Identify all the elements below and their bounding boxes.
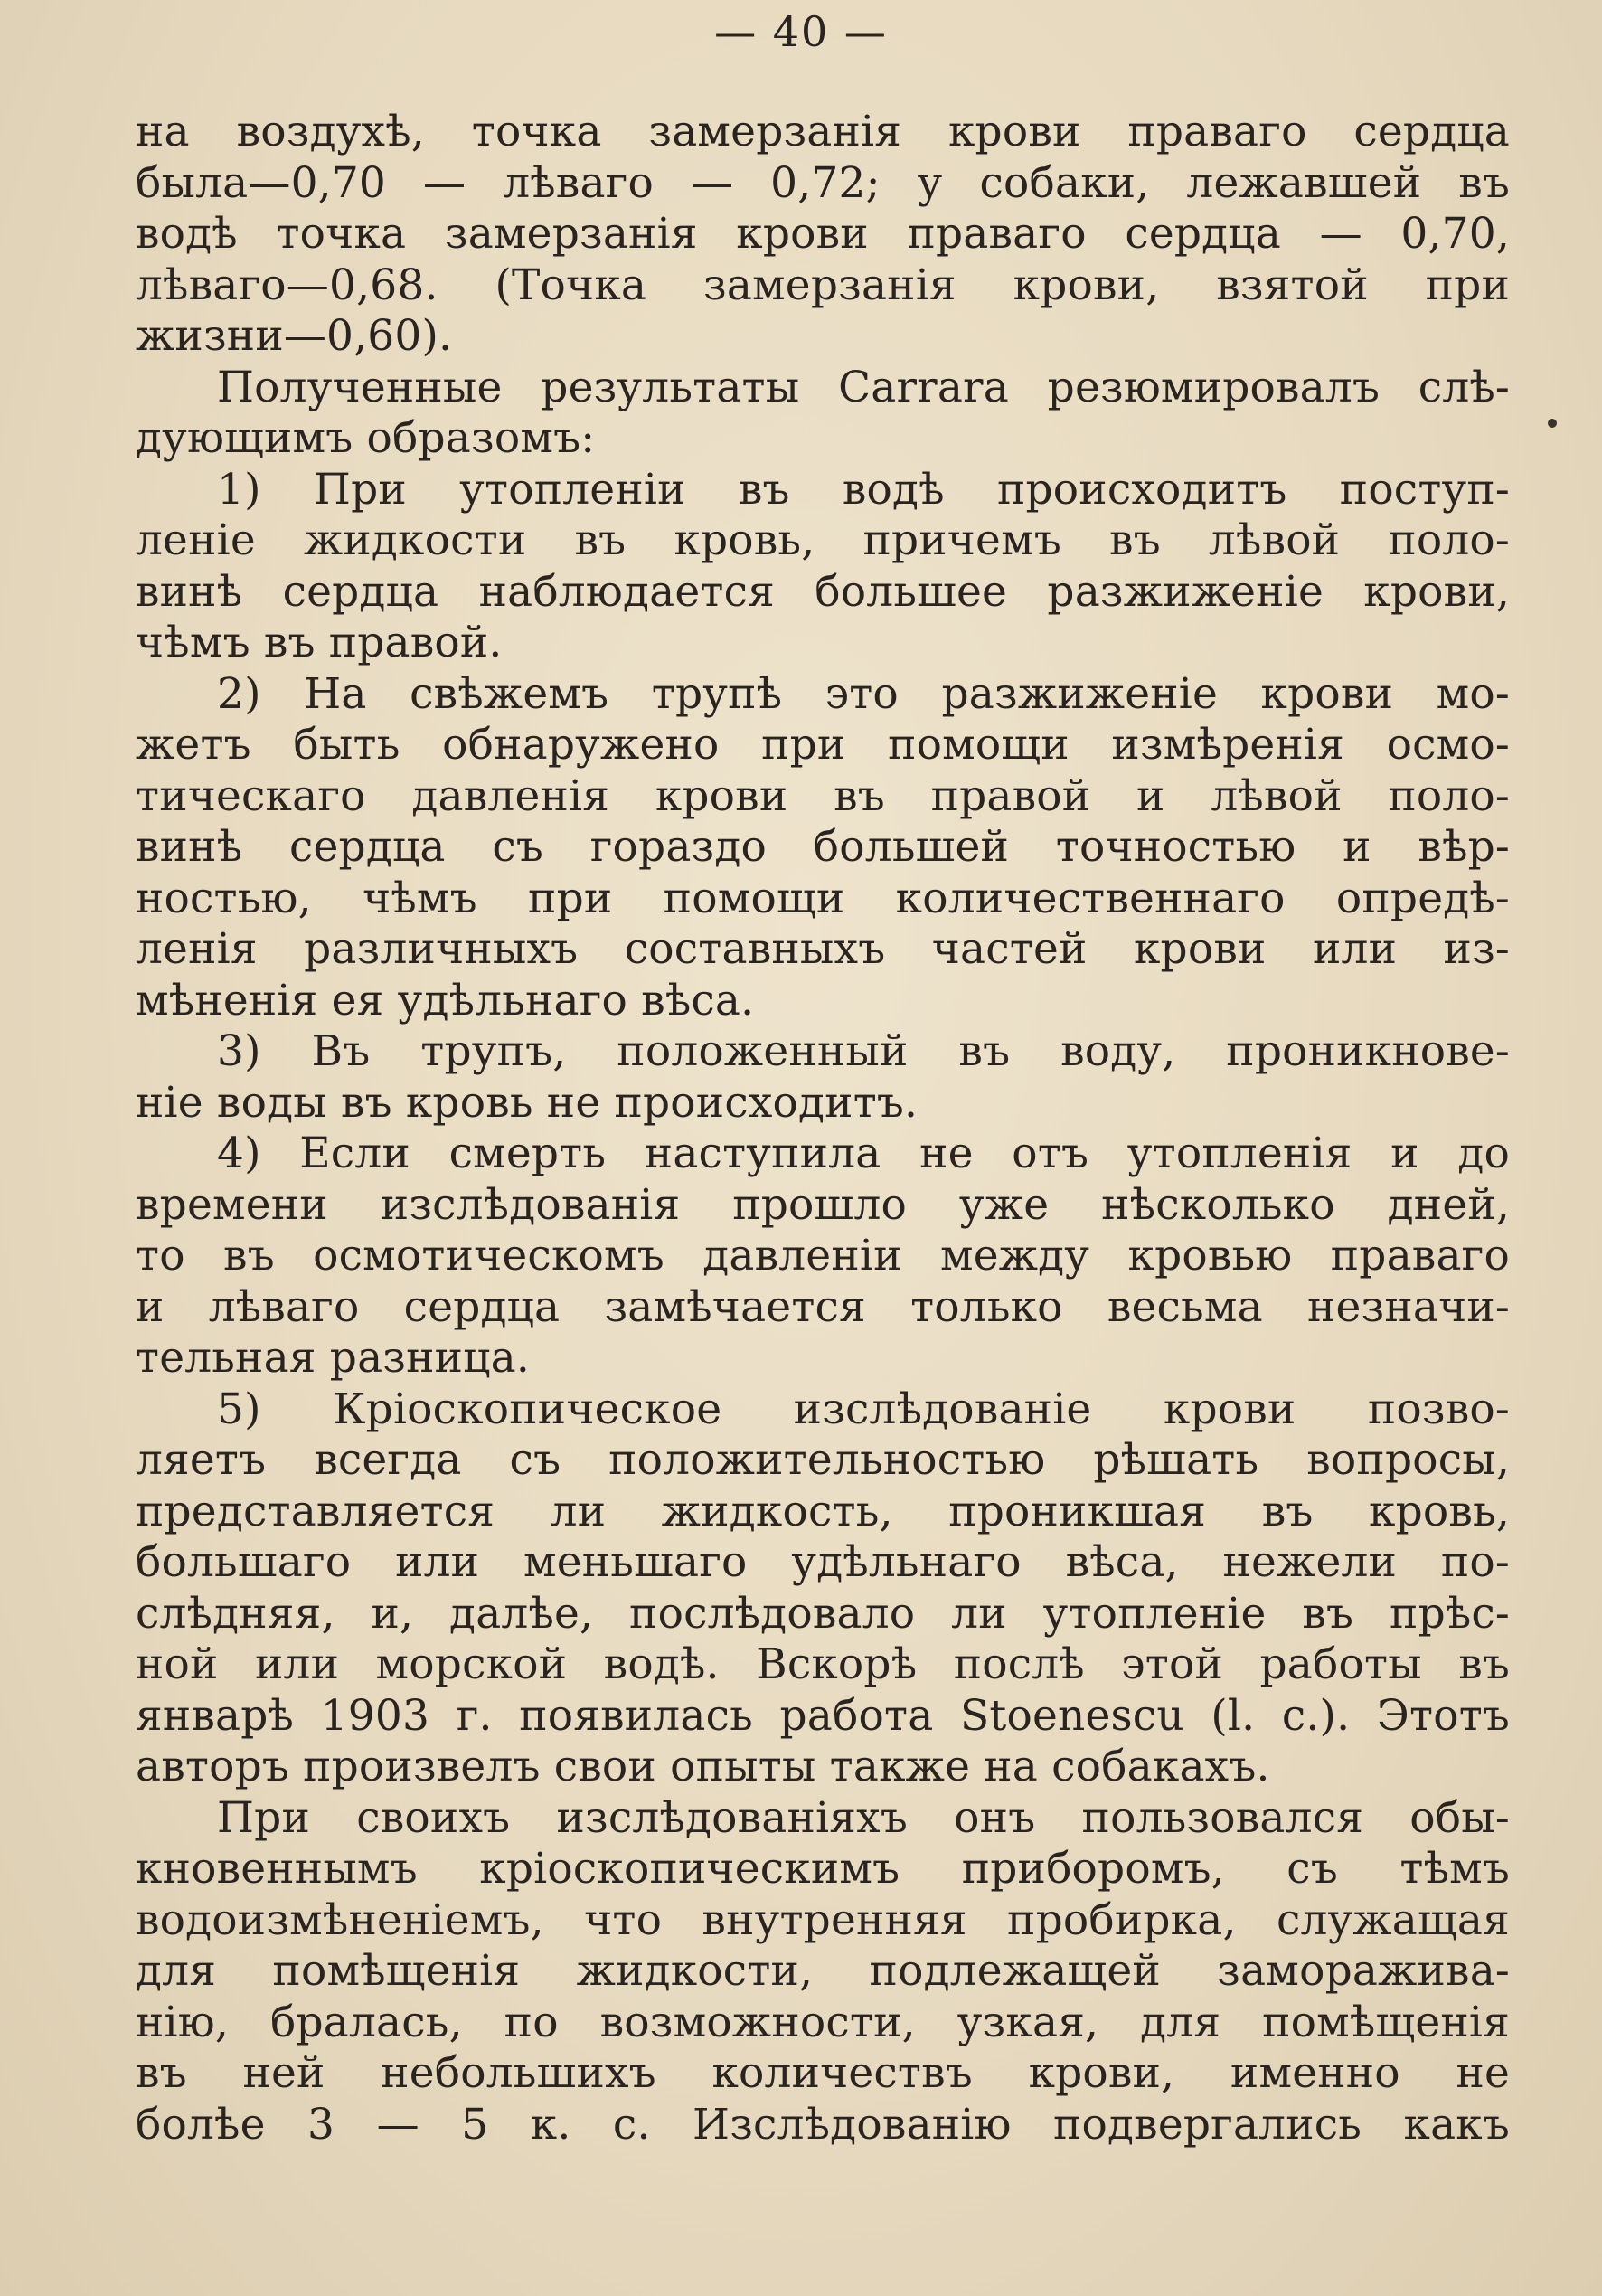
text-line: ляетъ всегда съ положительностью рѣшать вопросы, [136,1435,1510,1485]
text-line: винѣ сердца съ гораздо большей точностью и вѣр- [136,822,1510,872]
text-line: болѣе 3 — 5 к. с. Изслѣдованію подвергались какъ [136,2099,1510,2150]
text-line: то въ осмотическомъ давленіи между кровью праваго [136,1231,1510,1280]
text-line: лѣваго—0,68. (Точка замерзанія крови, взятой при [136,260,1510,310]
text-line: жетъ быть обнаружено при помощи измѣренія осмо- [136,720,1510,770]
text-line: и лѣваго сердца замѣчается только весьма незначи- [136,1281,1510,1332]
text-line: большаго или меньшаго удѣльнаго вѣса, нежели по- [136,1537,1510,1587]
text-line: авторъ произвелъ свои опыты также на собакахъ. [136,1742,1270,1791]
text-line: представляется ли жидкость, проникшая въ кровь, [136,1486,1510,1536]
text-line: чѣмъ въ правой. [136,618,503,667]
text-line: нію, бралась, по возможности, узкая, для помѣщенія [136,1997,1510,2047]
text-line: слѣдняя, и, далѣе, послѣдовало ли утопленіе въ прѣс- [136,1588,1510,1639]
text-line: мѣненія ея удѣльнаго вѣса. [136,975,755,1025]
text-line: жизни—0,60). [136,311,453,361]
text-line: 5) Кріоскопическое изслѣдованіе крови позво- [217,1384,1510,1434]
text-line: ной или морской водѣ. Вскорѣ послѣ этой работы въ [136,1639,1510,1689]
text-line: 3) Въ трупъ, положенный въ воду, проникнове- [217,1026,1510,1076]
text-line: ленія различныхъ составныхъ частей крови или из- [136,924,1510,974]
text-line: водѣ точка замерзанія крови праваго сердца — 0,70, [136,209,1510,259]
text-line: дующимъ образомъ: [136,413,596,463]
text-line: январѣ 1903 г. появилась работа Stoenescu (l. c.). Этотъ [136,1690,1510,1741]
text-line: водоизмѣненіемъ, что внутренняя пробирка, служащая [136,1894,1510,1945]
text-line: винѣ сердца наблюдается большее разжиженіе крови, [136,566,1510,617]
text-line: Полученные результаты Carrara резюмировалъ слѣ- [217,362,1510,412]
text-line: 2) На свѣжемъ трупѣ это разжиженіе крови мо- [217,668,1510,719]
text-line: для помѣщенія жидкости, подлежащей заморажива- [136,1946,1510,1996]
ink-spot [1548,419,1557,428]
text-line: въ ней небольшихъ количествъ крови, именно не [136,2048,1510,2098]
text-line: времени изслѣдованія прошло уже нѣсколько дней, [136,1179,1510,1230]
text-line: ностью, чѣмъ при помощи количественнаго опредѣ- [136,873,1510,923]
text-line: была—0,70 — лѣваго — 0,72; у собаки, лежавшей въ [136,157,1510,208]
text-line: на воздухѣ, точка замерзанія крови праваго сердца [136,107,1510,156]
text-line: При своихъ изслѣдованіяхъ онъ пользовался обы- [217,1792,1510,1843]
text-line: кновеннымъ кріоскопическимъ приборомъ, съ тѣмъ [136,1844,1510,1894]
text-line: 4) Если смерть наступила не отъ утопленія и до [217,1129,1510,1178]
body-text [136,107,1510,2150]
text-line: ніе воды въ кровь не происходитъ. [136,1077,919,1128]
page-number: — 40 — [714,7,888,56]
text-line: леніе жидкости въ кровь, причемъ въ лѣвой поло- [136,515,1510,565]
text-line: тельная разница. [136,1333,530,1383]
text-line: 1) При утопленіи въ водѣ происходитъ поступ- [217,464,1510,515]
text-line: тическаго давленія крови въ правой и лѣвой поло- [136,770,1510,821]
